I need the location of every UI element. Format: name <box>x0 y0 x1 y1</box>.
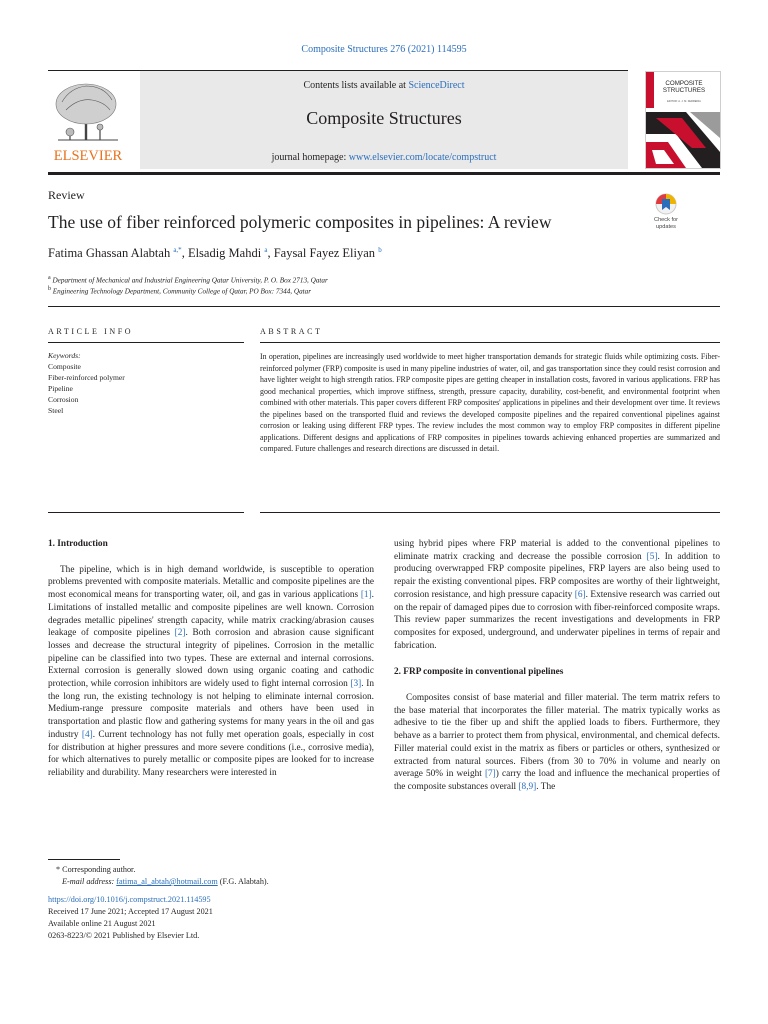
abstract-rule <box>260 342 720 343</box>
section-heading: 2. FRP composite in conventional pipelines <box>394 667 564 678</box>
info-bottom-rule <box>48 512 244 513</box>
citation-link[interactable]: [1] <box>360 590 372 601</box>
citation-link[interactable]: [8,9] <box>518 781 537 792</box>
keyword[interactable]: Composite <box>48 362 81 371</box>
journal-title[interactable]: Composite Structures <box>306 108 462 128</box>
affiliation <box>48 286 311 295</box>
affiliation-text: Department of Mechanical and Industrial Engineering Qatar University, P. O. Box 2713, Qatar <box>52 276 328 285</box>
paragraph-text: . The <box>536 781 556 792</box>
corresponding-author-note: * Corresponding author. <box>56 865 136 874</box>
citation-link[interactable]: [7] <box>484 769 496 780</box>
keyword[interactable]: Steel <box>48 406 64 415</box>
received-dates: Received 17 June 2021; Accepted 17 August 2021 <box>48 907 213 916</box>
author-name[interactable]: Fatima Ghassan Alabtah <box>48 246 171 261</box>
info-rule <box>48 342 244 343</box>
affiliation-text: Engineering Technology Department, Community College of Qatar, PO Box: 7344, Qatar <box>52 287 312 296</box>
citation-link[interactable]: [3] <box>350 679 362 690</box>
sciencedirect-link[interactable]: ScienceDirect <box>408 80 465 91</box>
check-updates-line1: Check for <box>654 217 678 223</box>
section-rule <box>48 306 720 307</box>
contents-line <box>140 80 628 91</box>
keywords-block <box>48 350 125 416</box>
paragraph-text: Composites consist of base material and filler material. The term matrix refers to the base material that incorporates the filler material. The matrix typically works as adhesive to tie the fiber up and shift the applied loads to fibers. Furthermore, they behave as a barrier to protect them from physical, environmental, and chemical defects. Filler material could exist in the matrix as fibers or particles or others, synthesized or extracted from natural sources. Fibers (from 30 to 70% in volume and nearly on average 50% in weight <box>394 693 720 780</box>
doi-link[interactable]: https://doi.org/10.1016/j.compstruct.2021.114595 <box>48 895 211 904</box>
affiliation-mark: b <box>48 286 51 292</box>
author-name[interactable]: Faysal Fayez Eliyan <box>273 246 376 261</box>
author-name[interactable]: Elsadig Mahdi <box>187 246 262 261</box>
footnotes <box>48 864 269 942</box>
paragraph-text: . Both corrosion and abrasion cause significant losses and decrease the structural integrity of pipelines. Corrosion in the metallic pipeline can be classified into two types. These are external and internal corrosions. External corrosion is generally slowed down using organic coating and cathodic protection, while corrosion inhibitors are widely used to fight internal corrosion <box>48 628 374 690</box>
author-separator: , <box>267 246 274 261</box>
keyword[interactable]: Corrosion <box>48 395 79 404</box>
paragraph-text: . In addition to producing overwrapped FRP composite pipelines, FRP layers are also being used to repair the existing conventional pipes. FRP composites are worthy of their lightweight, corrosion resistance, and high pressure capacity <box>394 551 720 600</box>
copyright: 0263-8223/© 2021 Published by Elsevier Ltd. <box>48 931 200 940</box>
email-line <box>48 876 269 888</box>
footnote-rule <box>48 859 120 860</box>
citation-link[interactable]: [5] <box>646 551 658 562</box>
author-marks[interactable]: b <box>378 246 382 254</box>
abstract-heading: ABSTRACT <box>260 327 323 336</box>
author-separator: , <box>181 246 188 261</box>
paragraph-text: ) carry the load and influence the mechanical properties of the composite substances overall <box>394 769 720 792</box>
email-link[interactable]: fatima_al_abtah@hotmail.com <box>116 877 218 886</box>
cover-editor: EDITOR: A. J. M. FERREIRA <box>667 100 701 103</box>
author-marks[interactable]: a,* <box>173 246 182 254</box>
paragraph <box>48 564 374 780</box>
check-for-updates-badge[interactable] <box>648 192 684 232</box>
affiliation <box>48 275 328 284</box>
paragraph <box>394 538 720 652</box>
journal-cover[interactable] <box>645 71 721 169</box>
author-list <box>48 246 382 261</box>
email-suffix: (F.G. Alabtah). <box>217 877 269 886</box>
keyword[interactable]: Pipeline <box>48 384 73 393</box>
homepage-link[interactable]: www.elsevier.com/locate/compstruct <box>348 152 497 163</box>
journal-reference[interactable]: Composite Structures 276 (2021) 114595 <box>301 44 467 55</box>
paragraph-text: . Current technology has not fully met operation goals, especially in cost for distribution at higher pressures and more severe conditions (i.e., corrosive media), for which alternatives to purely metallic or composite pipes are looked for to increase reliability and durability. Many researchers were interested in <box>48 729 374 778</box>
cover-title-line2: STRUCTURES <box>662 87 706 94</box>
cover-thumbnail <box>646 72 720 168</box>
abstract-bottom-rule <box>260 512 720 513</box>
citation-link[interactable]: [4] <box>81 729 93 740</box>
paragraph-text: . In the long run, the existing technology is not helping to eliminate internal corrosion. Medium-range pressure composite materials and others have been used in transportation and plastic flow and gathering systems for many years in the oil and gas industry <box>48 679 374 740</box>
email-label: E-mail address: <box>62 877 117 886</box>
paragraph-text: . Limitations of installed metallic and composite pipelines are well known. Corrosion degrades metallic pipelines' strength capacity, while matrix cracking/abrasion causes leakage of composite pipelines <box>48 590 374 639</box>
contents-prefix: Contents lists available at <box>303 80 409 91</box>
elsevier-wordmark: ELSEVIER <box>53 148 123 164</box>
section-heading: 1. Introduction <box>48 539 108 549</box>
article-type: Review <box>48 188 85 202</box>
body-left-column <box>48 538 374 780</box>
paragraph-text: The pipeline, which is in high demand worldwide, is susceptible to operation problems prevented with composite materials. Metallic and composite pipelines are the most economical means for transporting water, oil, and gas in various applications <box>48 564 374 601</box>
article-title: The use of fiber reinforced polymeric composites in pipelines: A review <box>48 212 552 232</box>
header-bottom-rule <box>48 172 720 175</box>
citation-link[interactable]: [2] <box>174 628 186 639</box>
elsevier-tree-icon <box>48 74 128 164</box>
check-updates-line2: updates <box>656 224 676 230</box>
keyword[interactable]: Fiber-reinforced polymer <box>48 373 125 382</box>
paragraph-text: using hybrid pipes where FRP material is added to the conventional pipelines to eliminate matrix cracking and decrease the possible corrosion <box>394 539 720 562</box>
citation-link[interactable]: [6] <box>574 589 586 600</box>
paragraph <box>394 692 720 794</box>
elsevier-logo[interactable] <box>48 74 128 164</box>
homepage-line <box>140 152 628 163</box>
author-marks[interactable]: a <box>264 246 268 254</box>
paragraph-text: . Extensive research was carried out on the repair of damaged pipes due to corrosion with fiber-reinforced composite wraps. This review paper summarizes the recent investigations and developments in FRP composites for exposed, underground, and underwater pipelines in terms of repair and fabrication. <box>394 589 721 651</box>
body-right-column <box>394 538 720 794</box>
online-date: Available online 21 August 2021 <box>48 919 156 928</box>
abstract-text: In operation, pipelines are increasingly used worldwide to meet higher transportation demands for strategic fluids while optimizing costs. Fiber-reinforced polymer (FRP) composite is used in many pipeline industries of water, oil, and gas transportation since they could resist corrosion and have lighter weight to high strength ratios. FRP composite pipes are getting cheaper in installation costs, favored in various applications. FRP has good mechanical properties, which improve stiffness, strength, pressure capacity, durability, cost-benefit, and environmental footprint when combined with other materials. This paper covers different FRP composites' applications in pipelines and their development over time. It reviews the pipelines based on the transported fluid and reviews the developed composite pipelines and the repaired conventional pipelines against corrosion or leaking using different FRP types. The review includes the most common way to employ FRP composites in different pipeline applications. Different designs and applications of FRP composites in pipelines towards achieving enhanced properties are summarized and compared. Future challenges and research directions are discussed in detail. <box>260 352 720 453</box>
article-info-heading: ARTICLE INFO <box>48 327 134 336</box>
affiliation-mark: a <box>48 275 51 281</box>
check-updates-icon <box>648 192 684 232</box>
cover-title-line1: COMPOSITE <box>665 80 703 87</box>
homepage-prefix: journal homepage: <box>271 152 349 163</box>
keywords-label: Keywords: <box>48 351 81 360</box>
